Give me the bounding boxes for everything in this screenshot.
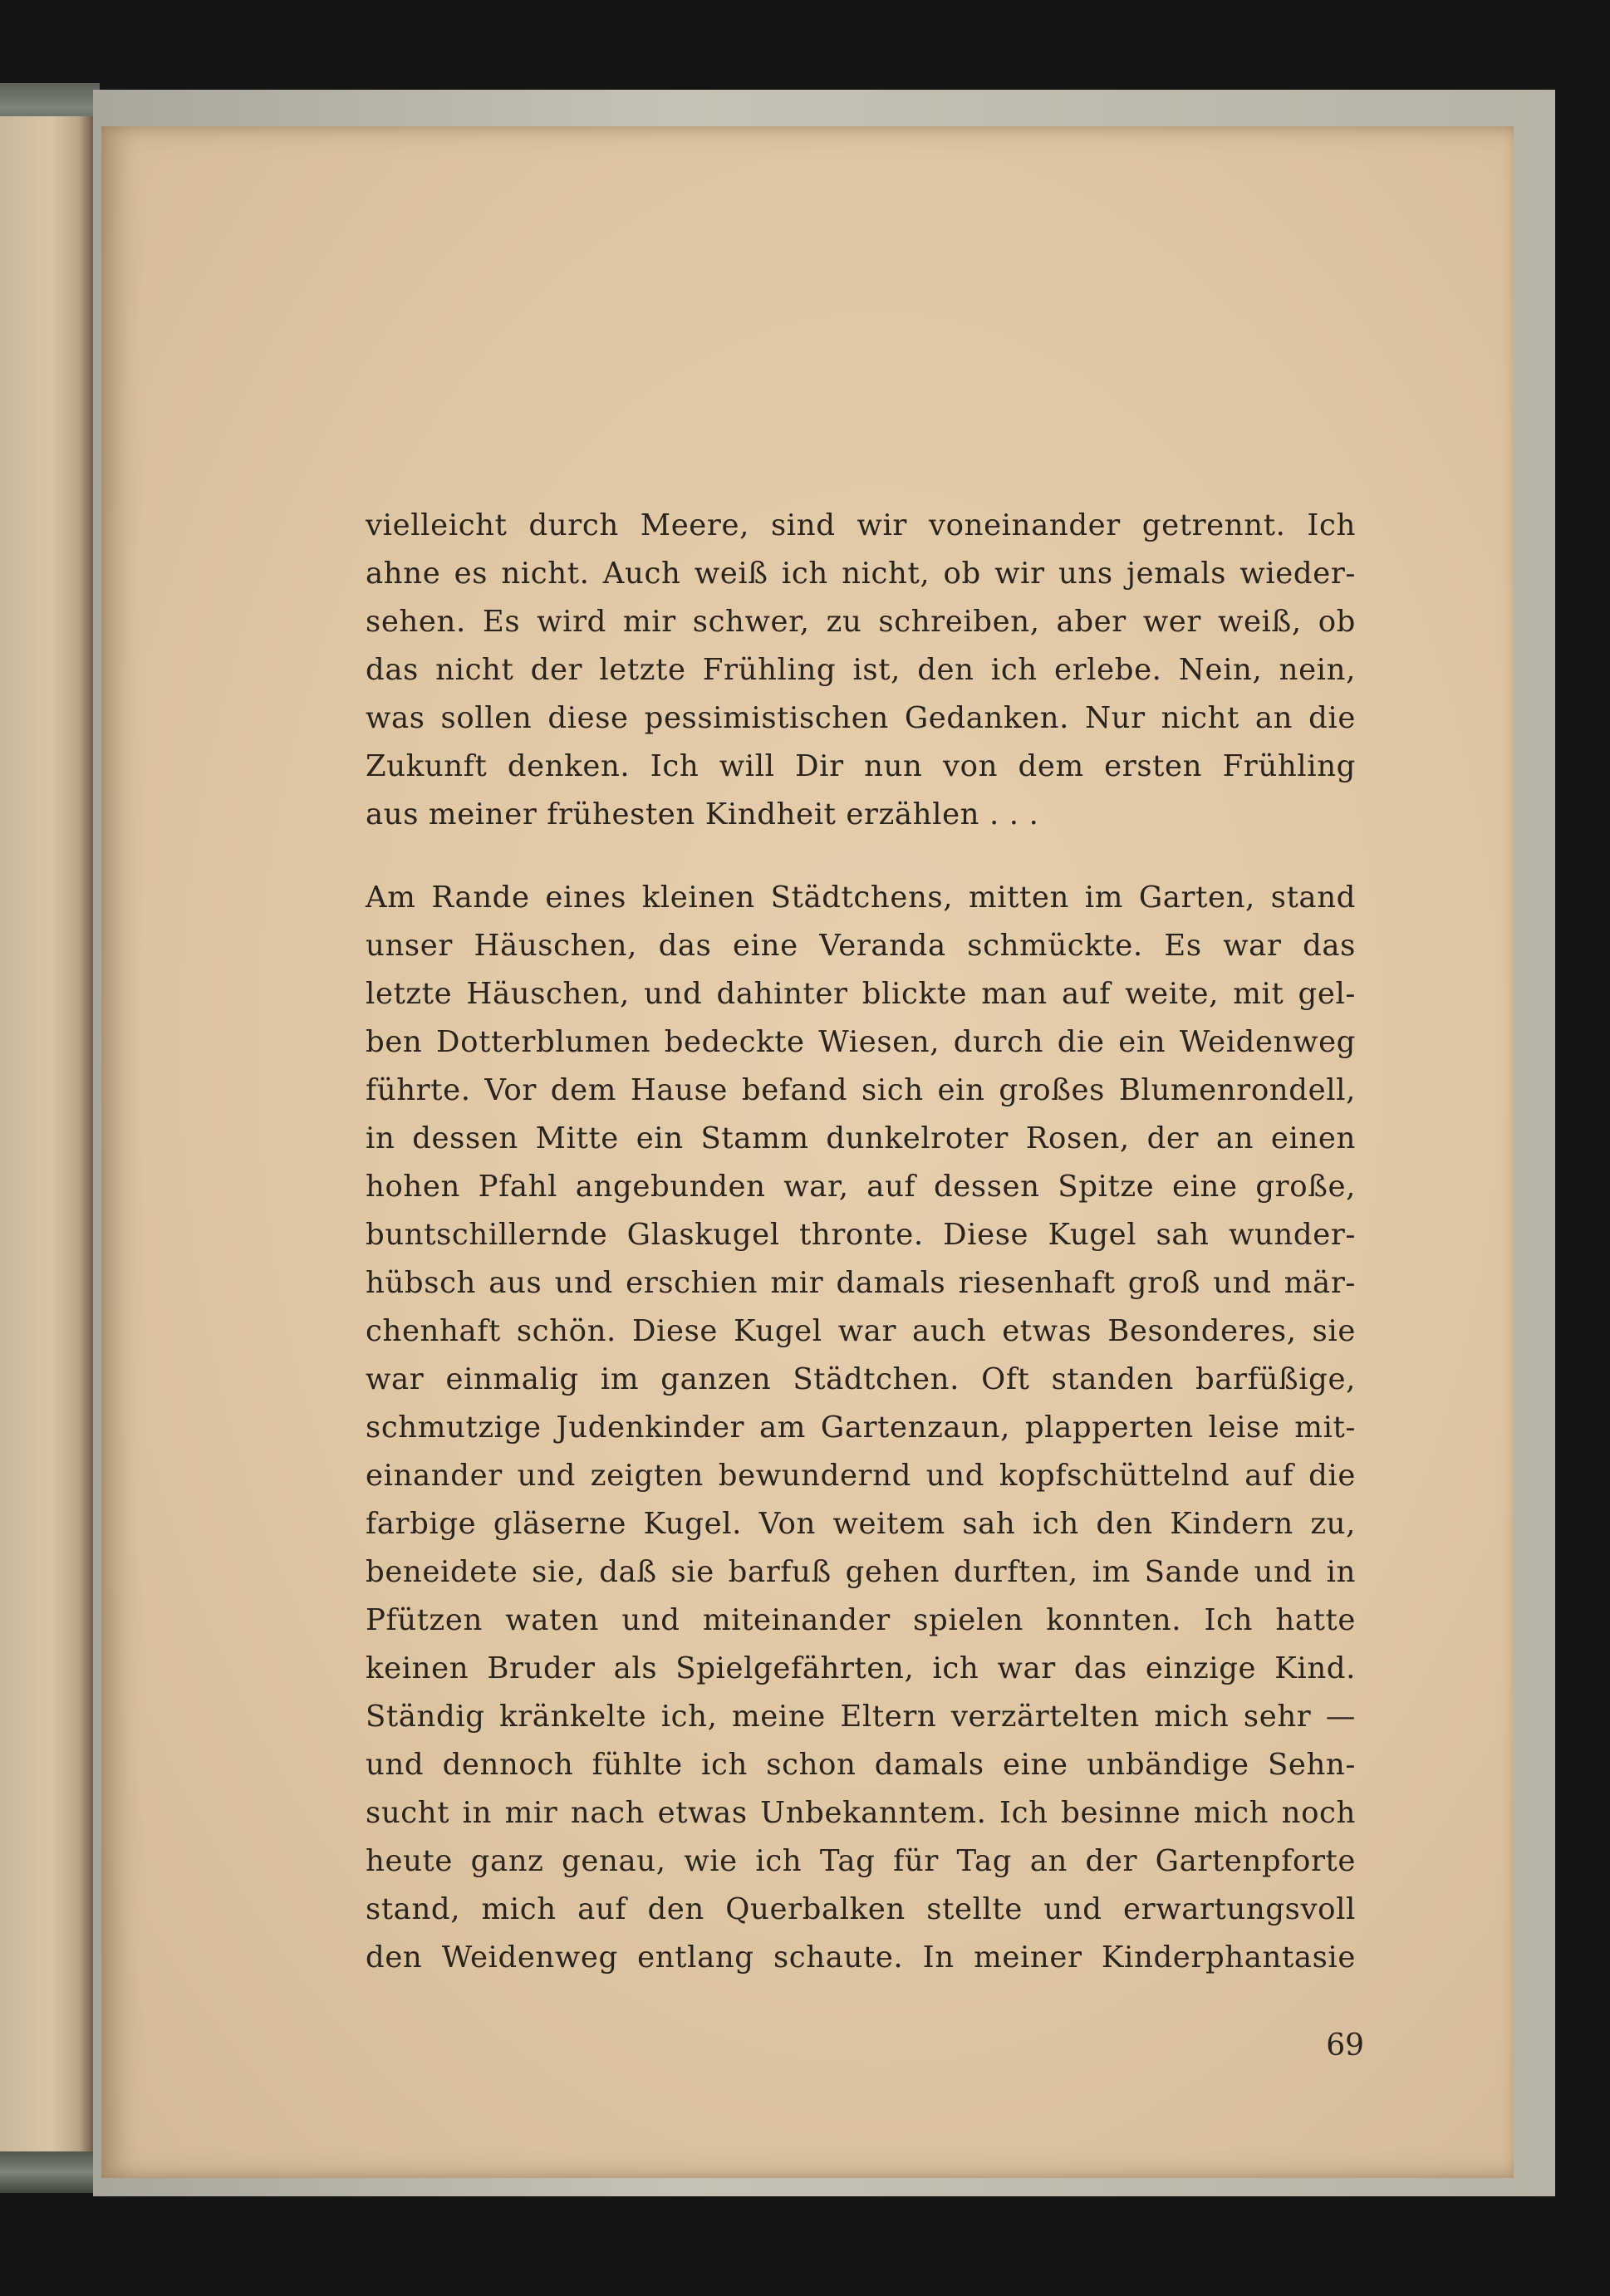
body-text [366, 502, 1356, 1982]
text-line: sehen. Es wird mir schwer, zu schreiben, aber wer weiß, ob [366, 605, 1356, 639]
text-line: Ständig kränkelte ich, meine Eltern verzärtelten mich sehr — [366, 1700, 1356, 1734]
text-line: aus meiner frühesten Kindheit erzählen . . . [366, 797, 1039, 832]
left-binding-cloth-bottom [0, 2151, 100, 2193]
paragraph-2 [366, 874, 1356, 1982]
text-line: ahne es nicht. Auch weiß ich nicht, ob wir uns jemals wieder- [366, 557, 1356, 591]
paragraph-gap [366, 839, 1356, 874]
paragraph-1 [366, 502, 1356, 839]
text-line: schmutzige Judenkinder am Gartenzaun, plapperten leise mit- [366, 1410, 1356, 1445]
left-facing-page-edge [0, 116, 93, 2160]
text-line: was sollen diese pessimistischen Gedanken. Nur nicht an die [366, 701, 1356, 735]
text-line: Zukunft denken. Ich will Dir nun von dem ersten Frühling [366, 749, 1356, 783]
book-page [101, 126, 1514, 2178]
text-line: vielleicht durch Meere, sind wir voneinander getrennt. Ich [366, 508, 1356, 542]
text-line: hohen Pfahl angebunden war, auf dessen Spitze eine große, [366, 1170, 1356, 1204]
text-line: war einmalig im ganzen Städtchen. Oft standen barfüßige, [366, 1362, 1356, 1396]
text-line: das nicht der letzte Frühling ist, den ich erlebe. Nein, nein, [366, 653, 1356, 687]
text-line: keinen Bruder als Spielgefährten, ich war das einzige Kind. [366, 1651, 1356, 1685]
text-line: Pfützen waten und miteinander spielen konnten. Ich hatte [366, 1603, 1356, 1637]
text-line: und dennoch fühlte ich schon damals eine unbändige Sehn- [366, 1748, 1356, 1782]
text-line: heute ganz genau, wie ich Tag für Tag an der Gartenpforte [366, 1844, 1356, 1878]
text-line: in dessen Mitte ein Stamm dunkelroter Rosen, der an einen [366, 1121, 1356, 1155]
page-number: 69 [1326, 2029, 1364, 2063]
text-line: chenhaft schön. Diese Kugel war auch etwas Besonderes, sie [366, 1314, 1356, 1348]
text-line: buntschillernde Glaskugel thronte. Diese Kugel sah wunder- [366, 1218, 1356, 1252]
text-line: den Weidenweg entlang schaute. In meiner Kinderphantasie [366, 1940, 1356, 1975]
text-line: einander und zeigten bewundernd und kopfschüttelnd auf die [366, 1459, 1356, 1493]
text-line: stand, mich auf den Querbalken stellte und erwartungsvoll [366, 1892, 1356, 1926]
text-line: sucht in mir nach etwas Unbekanntem. Ich besinne mich noch [366, 1796, 1356, 1830]
text-line: Am Rande eines kleinen Städtchens, mitten im Garten, stand [366, 881, 1356, 915]
text-line: beneidete sie, daß sie barfuß gehen durften, im Sande und in [366, 1555, 1356, 1589]
text-line: farbige gläserne Kugel. Von weitem sah ich den Kindern zu, [366, 1507, 1356, 1541]
text-line: ben Dotterblumen bedeckte Wiesen, durch die ein Weidenweg [366, 1025, 1356, 1059]
text-line: unser Häuschen, das eine Veranda schmückte. Es war das [366, 929, 1356, 963]
text-line: letzte Häuschen, und dahinter blickte man auf weite, mit gel- [366, 977, 1356, 1011]
text-line: hübsch aus und erschien mir damals riesenhaft groß und mär- [366, 1266, 1356, 1300]
text-line: führte. Vor dem Hause befand sich ein großes Blumenrondell, [366, 1073, 1356, 1107]
